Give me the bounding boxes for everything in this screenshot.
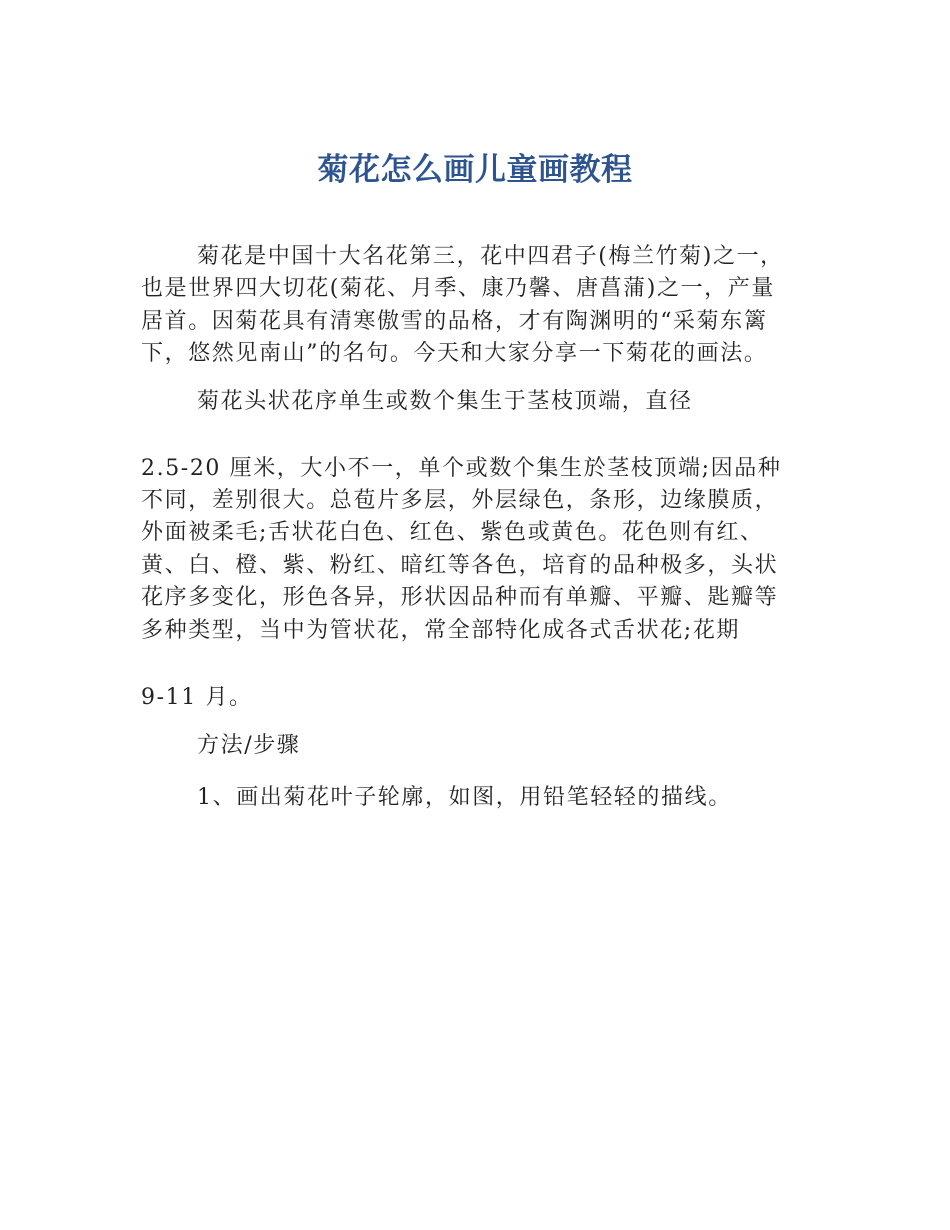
text-line: 也是世界四大切花(菊花、月季、康乃馨、唐菖蒲)之一，产量 (141, 276, 775, 301)
text-line: 下，悠然见南山”的名句。今天和大家分享一下菊花的画法。 (141, 341, 768, 366)
text-line: 居首。因菊花具有清寒傲雪的品格，才有陶渊明的“采菊东篱 (141, 309, 768, 334)
step-text: 1、画出菊花叶子轮廓，如图，用铅笔轻轻的描线。 (197, 785, 732, 810)
text-line: 黄、白、橙、紫、粉红、暗红等各色，培育的品种极多，头状 (141, 553, 779, 578)
section-heading: 方法/步骤 (197, 733, 301, 758)
text-line: 9-11 月。 (141, 685, 253, 710)
document-title: 菊花怎么画儿童画教程 (317, 152, 633, 188)
text-line: 2.5-20 厘米，大小不一，单个或数个集生於茎枝顶端;因品种 (141, 456, 782, 481)
text-line: 外面被柔毛;舌状花白色、红色、紫色或黄色。花色则有红、 (141, 520, 764, 545)
text-line: 花序多变化，形色各异，形状因品种而有单瓣、平瓣、匙瓣等 (141, 585, 779, 610)
text-line: 不同，差别很大。总苞片多层，外层绿色，条形，边缘膜质， (141, 488, 779, 513)
text-line: 多种类型，当中为管状花，常全部特化成各式舌状花;花期 (141, 618, 741, 643)
text-line: 菊花是中国十大名花第三，花中四君子(梅兰竹菊)之一， (197, 244, 784, 269)
text-line: 菊花头状花序单生或数个集生于茎枝顶端，直径 (197, 389, 693, 414)
